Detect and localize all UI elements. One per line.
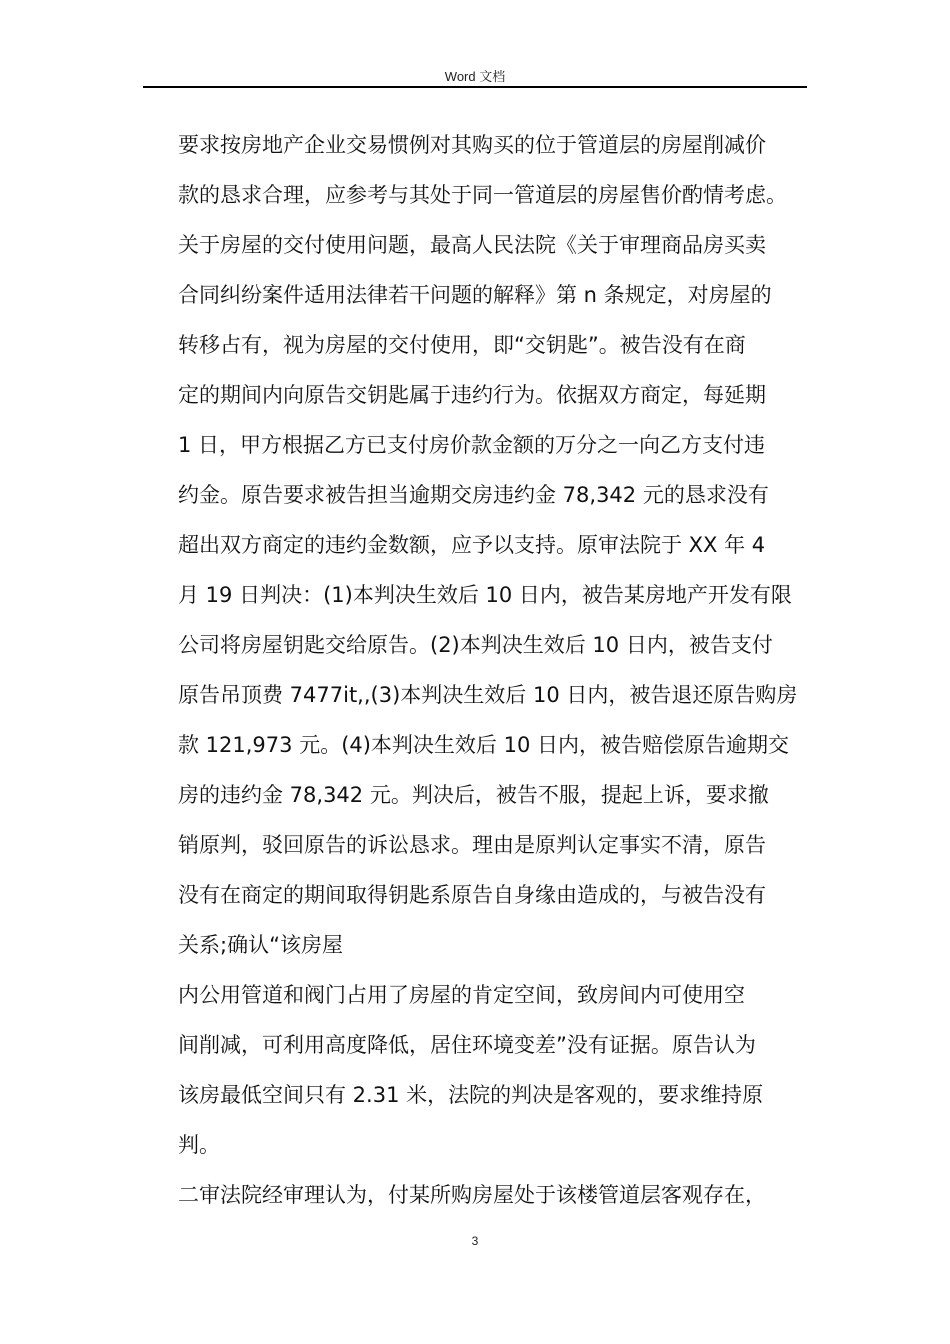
- text-line: 没有在商定的期间取得钥匙系原告自身缘由造成的，与被告没有: [178, 883, 766, 907]
- page-number: 3: [471, 1234, 479, 1248]
- text-line: 二审法院经审理认为，付某所购房屋处于该楼管道层客观存在，: [178, 1183, 766, 1207]
- text-line: 要求按房地产企业交易惯例对其购买的位于管道层的房屋削减价: [178, 133, 766, 157]
- text-line: 原告吊顶费 7477it,,(3)本判决生效后 10 日内，被告退还原告购房: [178, 683, 798, 707]
- text-line: 款的恳求合理，应参考与其处于同一管道层的房屋售价酌情考虑。: [178, 183, 787, 207]
- text-line: 超出双方商定的违约金数额，应予以支持。原审法院于 XX 年 4: [178, 533, 766, 557]
- text-line: 合同纠纷案件适用法律若干问题的解释》第 n 条规定，对房屋的: [178, 283, 772, 307]
- text-line: 转移占有，视为房屋的交付使用，即“交钥匙”。被告没有在商: [178, 333, 746, 357]
- text-line: 关系;确认“该房屋: [178, 933, 343, 957]
- text-line: 约金。原告要求被告担当逾期交房违约金 78,342 元的恳求没有: [178, 483, 769, 507]
- text-line: 1 日，甲方根据乙方已支付房价款金额的万分之一向乙方支付违: [178, 433, 766, 457]
- text-line: 销原判，驳回原告的诉讼恳求。理由是原判认定事实不清，原告: [178, 833, 766, 857]
- text-line: 间削减，可利用高度降低，居住环境变差”没有证据。原告认为: [178, 1033, 756, 1057]
- text-line: 款 121,973 元。(4)本判决生效后 10 日内，被告赔偿原告逾期交: [178, 733, 790, 757]
- text-line: 房的违约金 78,342 元。判决后，被告不服，提起上诉，要求撤: [178, 783, 769, 807]
- text-line: 定的期间内向原告交钥匙属于违约行为。依据双方商定，每延期: [178, 383, 766, 407]
- text-line: 该房最低空间只有 2.31 米，法院的判决是客观的，要求维持原: [178, 1083, 764, 1107]
- text-line: 判。: [178, 1133, 220, 1157]
- text-line: 关于房屋的交付使用问题，最高人民法院《关于审理商品房买卖: [178, 233, 766, 257]
- text-line: 月 19 日判决：(1)本判决生效后 10 日内，被告某房地产开发有限: [178, 583, 792, 607]
- text-line: 内公用管道和阀门占用了房屋的肯定空间，致房间内可使用空: [178, 983, 745, 1007]
- page-header: Word 文档: [444, 69, 506, 84]
- header-rule: [143, 86, 807, 88]
- text-line: 公司将房屋钥匙交给原告。(2)本判决生效后 10 日内，被告支付: [178, 633, 773, 657]
